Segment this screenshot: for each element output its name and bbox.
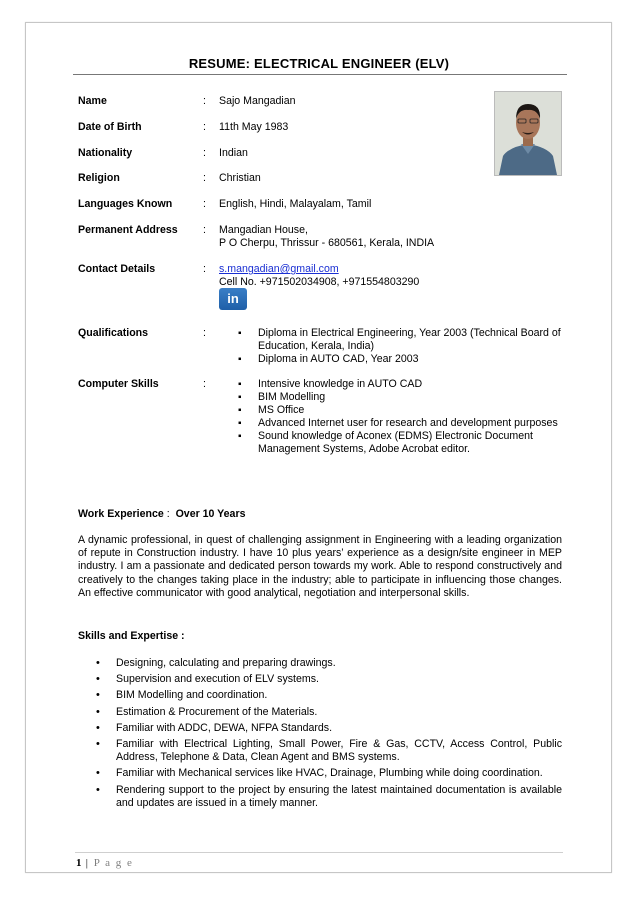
person-photo-icon xyxy=(495,92,561,175)
computer-skill-item: ▪ MS Office xyxy=(238,404,573,417)
religion-colon: : xyxy=(203,172,206,184)
skill-item: • Estimation & Procurement of the Materials. xyxy=(96,706,562,719)
contact-label: Contact Details xyxy=(78,263,156,275)
title-underline xyxy=(73,74,567,75)
qualifications-label: Qualifications xyxy=(78,327,149,339)
skill-item: • Familiar with ADDC, DEWA, NFPA Standards. xyxy=(96,722,562,735)
page-number: 1 xyxy=(76,857,82,869)
email-link[interactable]: s.mangadian@gmail.com xyxy=(219,263,339,275)
religion-value: Christian xyxy=(219,172,261,184)
qualifications-list xyxy=(238,327,573,366)
page-footer xyxy=(76,857,133,869)
dob-colon: : xyxy=(203,121,206,133)
dob-value: 11th May 1983 xyxy=(219,121,289,133)
skills-heading: Skills and Expertise : xyxy=(78,630,185,642)
footer-separator: | xyxy=(81,857,94,869)
skills-list xyxy=(96,657,562,813)
computer-skills-colon: : xyxy=(203,378,206,390)
languages-label: Languages Known xyxy=(78,198,173,210)
nationality-colon: : xyxy=(203,147,206,159)
skill-item: • Familiar with Electrical Lighting, Small Power, Fire & Gas, CCTV, Access Control, Public Address, Telephone & Data, Clean Agent and BMS systems. xyxy=(96,738,562,765)
resume-title: RESUME: ELECTRICAL ENGINEER (ELV) xyxy=(188,56,450,71)
name-colon: : xyxy=(203,95,206,107)
dob-label: Date of Birth xyxy=(78,121,142,133)
computer-skills-list xyxy=(238,378,573,456)
address-label: Permanent Address xyxy=(78,224,178,236)
address-colon: : xyxy=(203,224,206,236)
work-experience-sep: : xyxy=(163,508,176,520)
contact-value xyxy=(219,263,569,289)
work-experience-label: Work Experience xyxy=(78,508,164,520)
languages-value: English, Hindi, Malayalam, Tamil xyxy=(219,198,372,210)
work-experience-value: Over 10 Years xyxy=(175,508,246,520)
computer-skill-item: ▪ Intensive knowledge in AUTO CAD xyxy=(238,378,573,391)
languages-colon: : xyxy=(203,198,206,210)
qualification-item: ▪ Diploma in AUTO CAD, Year 2003 xyxy=(238,353,573,366)
work-experience-heading xyxy=(78,508,245,521)
profile-photo xyxy=(494,91,562,176)
footer-rule xyxy=(75,852,563,853)
address-line2: P O Cherpu, Thrissur - 680561, Kerala, INDIA xyxy=(219,237,435,249)
skill-item: • Familiar with Mechanical services like HVAC, Drainage, Plumbing while doing coordination. xyxy=(96,767,562,780)
page-label: P a g e xyxy=(93,857,134,869)
qualification-item: ▪ Diploma in Electrical Engineering, Year 2003 (Technical Board of Education, Kerala, India) xyxy=(238,327,573,353)
skill-item: • Rendering support to the project by ensuring the latest maintained documentation is available and updates are issued in a timely manner. xyxy=(96,784,562,811)
computer-skill-item: ▪ Sound knowledge of Aconex (EDMS) Electronic Document Management Systems, Adobe Acrobat editor. xyxy=(238,430,573,456)
nationality-label: Nationality xyxy=(78,147,133,159)
qualifications-colon: : xyxy=(203,327,206,339)
skill-item: • BIM Modelling and coordination. xyxy=(96,689,562,702)
address-value xyxy=(219,224,569,250)
linkedin-icon[interactable]: in xyxy=(219,288,247,310)
computer-skill-item: ▪ BIM Modelling xyxy=(238,391,573,404)
skill-item: • Designing, calculating and preparing drawings. xyxy=(96,657,562,670)
name-value: Sajo Mangadian xyxy=(219,95,296,107)
computer-skills-label: Computer Skills xyxy=(78,378,159,390)
phone-numbers: Cell No. +971502034908, +971554803290 xyxy=(219,276,420,288)
professional-summary: A dynamic professional, in quest of challenging assignment in Engineering with a leading organization of repute in Construction industry. I have 10 plus years’ experience as a design/site engineer in MEP industry. I am a passionate and dedicated person towards my work. Able to respond constructively and creatively to the changes taking place in the industry; able to participate in influencing those changes. An effective communicator with good analytical, negotiation and interpersonal skills. xyxy=(78,534,562,599)
contact-colon: : xyxy=(203,263,206,275)
address-line1: Mangadian House, xyxy=(219,224,308,236)
religion-label: Religion xyxy=(78,172,120,184)
name-label: Name xyxy=(78,95,107,107)
skill-item: • Supervision and execution of ELV systems. xyxy=(96,673,562,686)
computer-skill-item: ▪ Advanced Internet user for research and development purposes xyxy=(238,417,573,430)
nationality-value: Indian xyxy=(219,147,248,159)
